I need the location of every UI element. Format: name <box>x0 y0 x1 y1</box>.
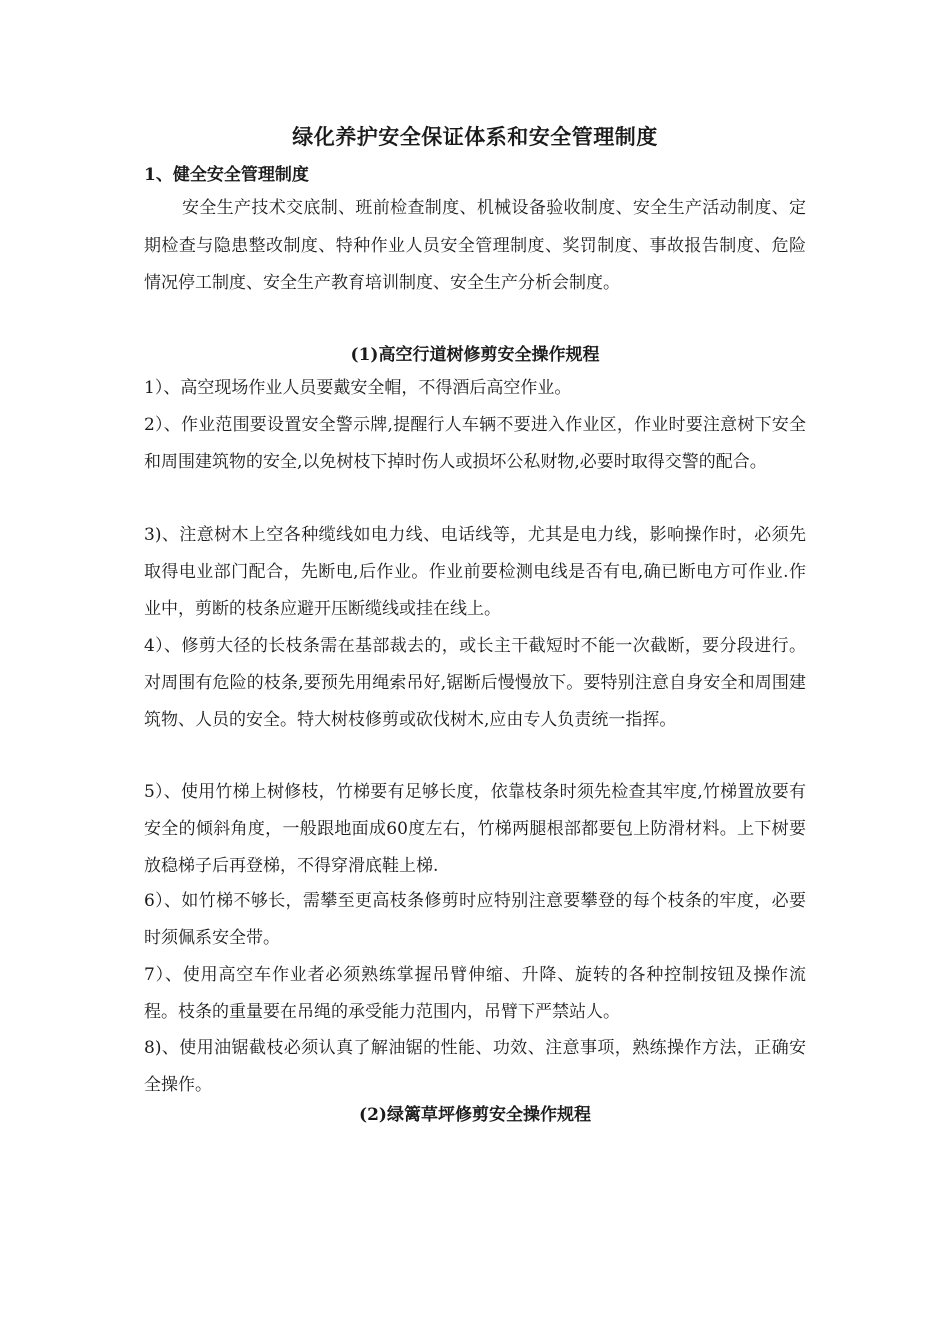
rule-item-2: 2）、作业范围要设置安全警示牌,提醒行人车辆不要进入作业区，作业时要注意树下安全和周围建筑物的安全,以免树枝下掉时伤人或损坏公私财物,必要时取得交警的配合。 <box>144 415 806 472</box>
rule-item-8: 8)、使用油锯截枝必须认真了解油锯的性能、功效、注意事项，熟练操作方法，正确安全操作。 <box>144 1038 806 1095</box>
subsection-heading: (1)高空行道树修剪安全操作规程 <box>350 345 600 365</box>
rule-item-3: 3)、注意树木上空各种缆线如电力线、电话线等，尤其是电力线，影响操作时，必须先取得电业部门配合，先断电,后作业。作业前要检测电线是否有电,确已断电方可作业.作业中，剪断的枝条应避开压断缆线或挂在线上。 <box>144 525 806 619</box>
section-heading: 1、健全安全管理制度 <box>144 165 309 185</box>
subsection-heading: (2)绿篱草坪修剪安全操作规程 <box>359 1105 591 1125</box>
document-title: 绿化养护安全保证体系和安全管理制度 <box>292 124 658 149</box>
rule-item-7: 7）、使用高空车作业者必须熟练掌握吊臂伸缩、升降、旋转的各种控制按钮及操作流程。枝条的重量要在吊绳的承受能力范围内，吊臂下严禁站人。 <box>144 965 806 1022</box>
rule-item-1: 1）、高空现场作业人员要戴安全帽，不得酒后高空作业。 <box>144 378 572 398</box>
rule-item-4: 4）、修剪大径的长枝条需在基部裁去的，或长主干截短时不能一次截断，要分段进行。对周围有危险的枝条,要预先用绳索吊好,锯断后慢慢放下。要特别注意自身安全和周围建筑物、人员的安全。特大树枝修剪或砍伐树木,应由专人负责统一指挥。 <box>144 636 806 730</box>
section-paragraph: 安全生产技术交底制、班前检查制度、机械设备验收制度、安全生产活动制度、定期检查与隐患整改制度、特种作业人员安全管理制度、奖罚制度、事故报告制度、危险情况停工制度、安全生产教育培训制度、安全生产分析会制度。 <box>144 198 806 293</box>
rule-item-5: 5）、使用竹梯上树修枝，竹梯要有足够长度，依靠枝条时须先检查其牢度,竹梯置放要有安全的倾斜角度，一般跟地面成60度左右，竹梯两腿根部都要包上防滑材料。上下树要放稳梯子后再登梯，不得穿滑底鞋上梯. <box>144 782 806 876</box>
rule-item-6: 6）、如竹梯不够长，需攀至更高枝条修剪时应特别注意要攀登的每个枝条的牢度，必要时须佩系安全带。 <box>144 891 806 948</box>
